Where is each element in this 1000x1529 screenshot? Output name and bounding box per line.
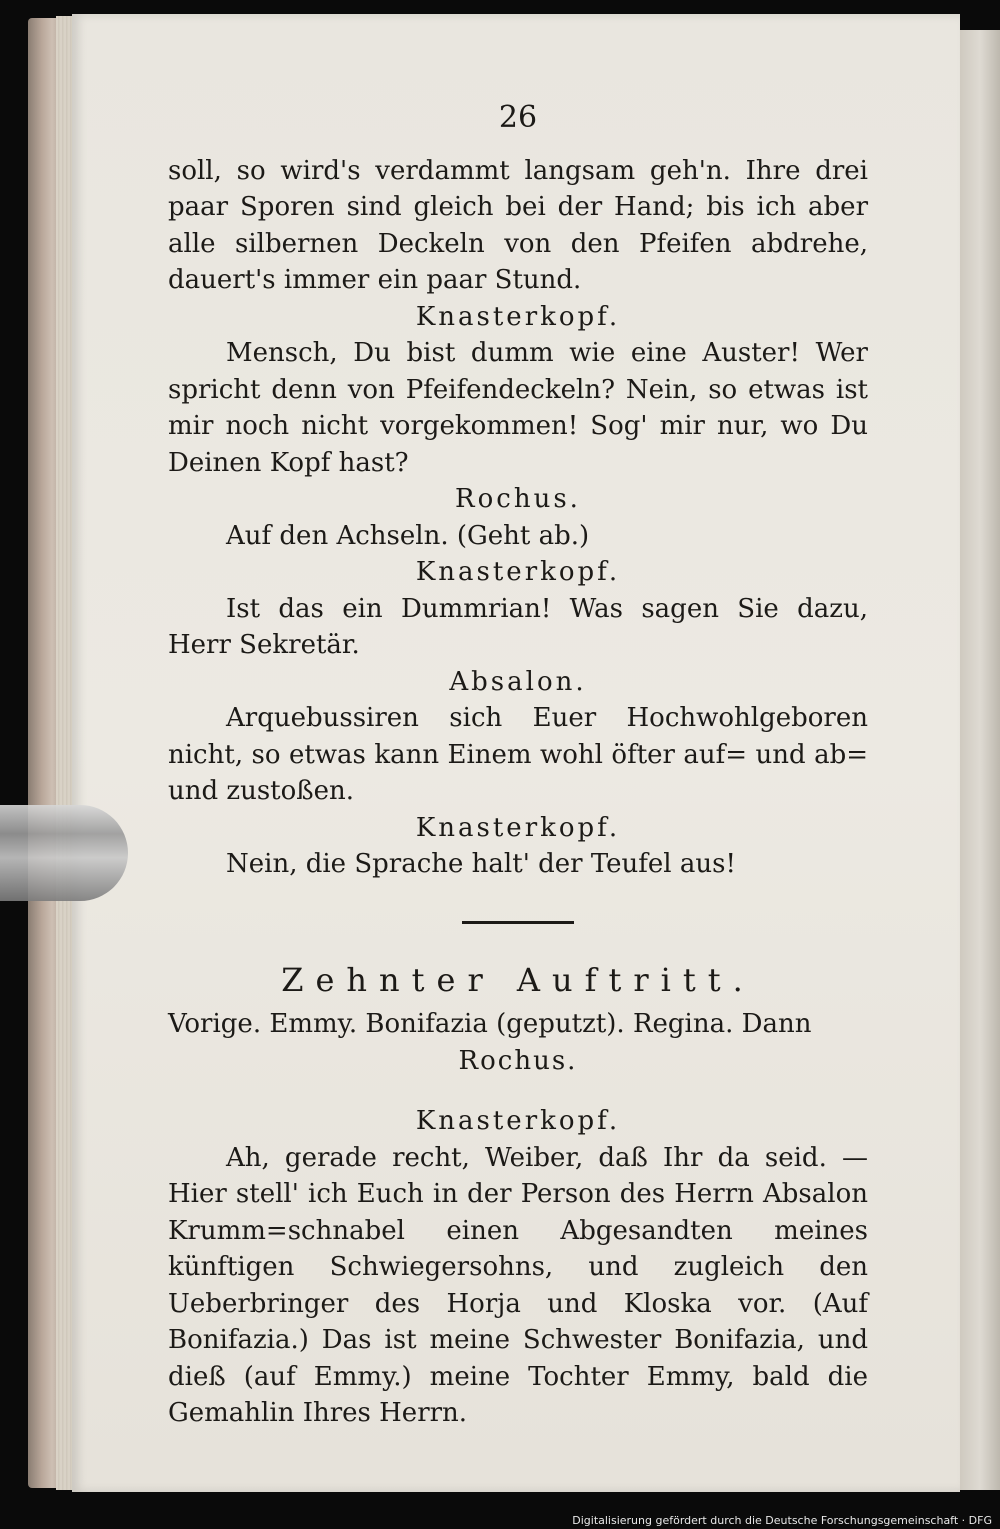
cast-list: Vorige. Emmy. Bonifazia (geputzt). Regina. Dann <box>168 1009 812 1039</box>
speaker-name: Knasterkopf. <box>415 557 621 587</box>
text-paragraph: Mensch, Du bist dumm wie eine Auster! Wer spricht denn von Pfeifendeckeln? Nein, so etwas ist mir noch nicht vorgekommen! Sog' mir nur, wo Du Deinen Kopf hast? <box>168 338 868 478</box>
text-paragraph: Ist das ein Dummrian! Was sagen Sie dazu, Herr Sekretär. <box>168 593 868 660</box>
speaker-name: Rochus. <box>455 484 581 514</box>
page-number: 26 <box>498 100 538 135</box>
text-paragraph: Ah, gerade recht, Weiber, daß Ihr da seid. — Hier stell' ich Euch in der Person des Herrn Absalon Krumm=schnabel einen Abgesandten meines künftigen Schwiegersohns, und zugleich den Ueberbringer des Horja und Kloska vor. (Auf Bonifazia.) Das ist meine Schwester Bonifazia, und dieß (auf Emmy.) meine Tochter Emmy, bald die Gemahlin Ihres Herrn. <box>168 1142 868 1428</box>
text-paragraph: Auf den Achseln. (Geht ab.) <box>226 520 590 551</box>
speaker-name: Knasterkopf. <box>415 301 621 332</box>
section-divider <box>462 921 574 924</box>
text-paragraph: Arquebussiren sich Euer Hochwohlgeboren nicht, so etwas kann Einem wohl öfter auf= und ab= und zustoßen. <box>168 703 868 806</box>
page-holder-clip <box>0 805 128 901</box>
scene-title: Zehnter Auftritt. <box>281 960 755 999</box>
text-paragraph: Nein, die Sprache halt' der Teufel aus! <box>226 849 736 879</box>
next-page-edge <box>960 30 1000 1490</box>
cast-list-continued: Rochus. <box>458 1045 578 1076</box>
text-paragraph: soll, so wird's verdammt langsam geh'n. Ihre drei paar Sporen sind gleich bei der Hand; bis ich aber alle silbernen Deckeln von den Pfeifen abdrehe, dauert's immer ein paar Stund. <box>168 155 868 295</box>
speaker-name: Knasterkopf. <box>415 1106 621 1136</box>
speaker-name: Absalon. <box>449 666 587 697</box>
page-content <box>168 100 868 1432</box>
speaker-name: Knasterkopf. <box>415 812 621 843</box>
digitization-credit: Digitalisierung gefördert durch die Deutsche Forschungsgemeinschaft · DFG <box>572 1514 992 1527</box>
